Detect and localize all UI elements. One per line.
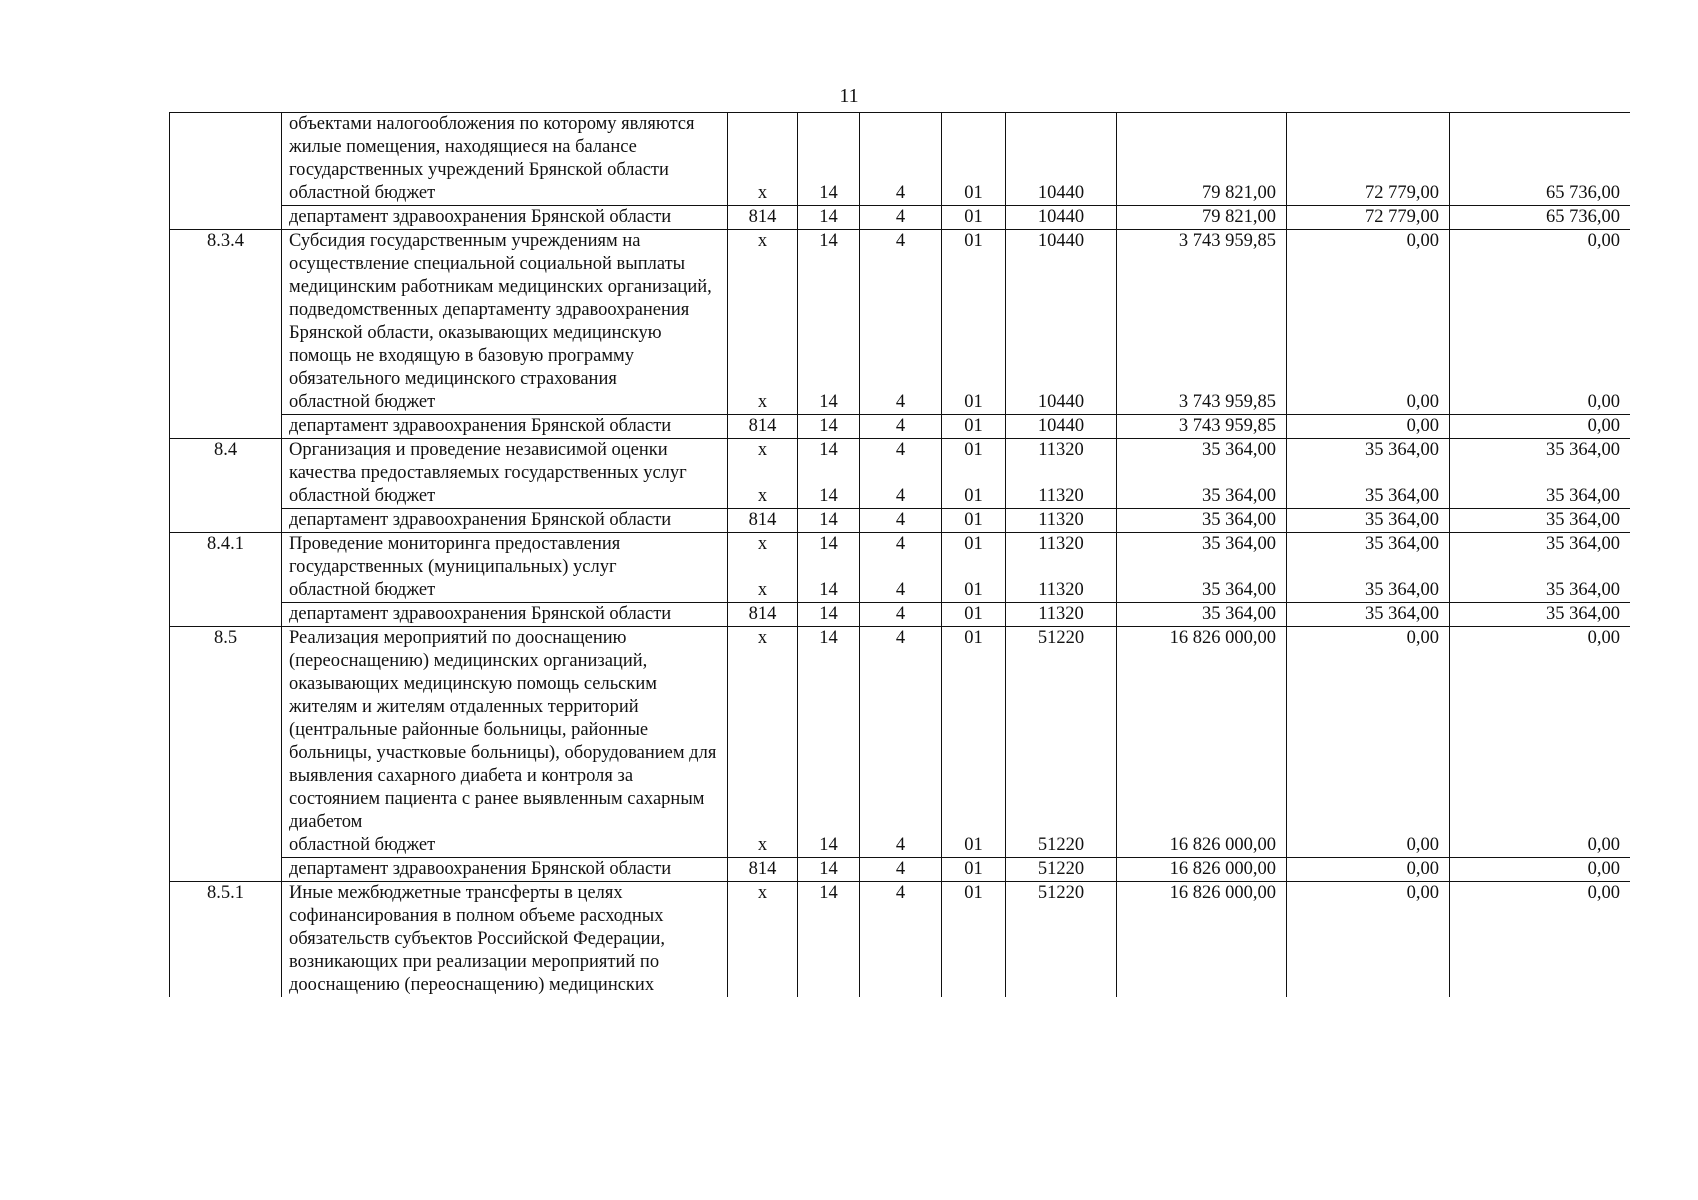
amount-year-2-cell: 35 364,00 [1287, 579, 1450, 603]
amount-year-3-cell: 35 364,00 [1450, 439, 1631, 486]
table-row [170, 182, 1631, 206]
amount-year-2-cell: 0,00 [1287, 834, 1450, 858]
amount-year-2-cell [1287, 113, 1450, 182]
expense-direction-code-cell: 10440 [1006, 230, 1117, 392]
main-measure-code-cell: 01 [942, 230, 1006, 392]
main-measure-code-cell: 01 [942, 485, 1006, 509]
grbs-code-cell: 814 [728, 603, 798, 627]
page-number: 11 [839, 85, 859, 107]
amount-year-3-cell: 65 736,00 [1450, 182, 1631, 206]
amount-year-2-cell: 0,00 [1287, 230, 1450, 392]
main-measure-code-cell: 01 [942, 834, 1006, 858]
row-number-cell [170, 113, 282, 182]
amount-year-2-cell: 35 364,00 [1287, 485, 1450, 509]
amount-year-1-cell: 35 364,00 [1117, 509, 1287, 533]
row-number-cell [170, 391, 282, 415]
table-row [170, 415, 1631, 439]
amount-year-1-cell: 35 364,00 [1117, 533, 1287, 580]
table-row [170, 230, 1631, 392]
main-measure-code-cell: 01 [942, 439, 1006, 486]
program-code-cell: 14 [798, 206, 860, 230]
amount-year-2-cell: 35 364,00 [1287, 533, 1450, 580]
expense-direction-code-cell: 10440 [1006, 415, 1117, 439]
amount-year-1-cell: 3 743 959,85 [1117, 391, 1287, 415]
program-code-cell: 14 [798, 882, 860, 998]
row-number-cell [170, 509, 282, 533]
amount-year-3-cell: 0,00 [1450, 627, 1631, 835]
row-name-cell: областной бюджет [282, 485, 728, 509]
main-measure-code-cell: 01 [942, 858, 1006, 882]
grbs-code-cell: х [728, 439, 798, 486]
amount-year-1-cell: 35 364,00 [1117, 485, 1287, 509]
row-name-cell: областной бюджет [282, 391, 728, 415]
main-measure-code-cell: 01 [942, 415, 1006, 439]
subprogram-code-cell: 4 [860, 182, 942, 206]
program-code-cell: 14 [798, 439, 860, 486]
budget-table-sheet [169, 112, 1630, 1073]
expense-direction-code-cell: 11320 [1006, 439, 1117, 486]
amount-year-2-cell: 35 364,00 [1287, 603, 1450, 627]
main-measure-code-cell: 01 [942, 182, 1006, 206]
grbs-code-cell: 814 [728, 509, 798, 533]
main-measure-code-cell: 01 [942, 627, 1006, 835]
expense-direction-code-cell: 11320 [1006, 485, 1117, 509]
expense-direction-code-cell: 10440 [1006, 391, 1117, 415]
expense-direction-code-cell: 11320 [1006, 509, 1117, 533]
grbs-code-cell [728, 113, 798, 182]
row-number-cell [170, 603, 282, 627]
row-number-cell: 8.5 [170, 627, 282, 835]
expense-direction-code-cell [1006, 113, 1117, 182]
amount-year-2-cell: 0,00 [1287, 391, 1450, 415]
table-row [170, 206, 1631, 230]
row-name-cell: департамент здравоохранения Брянской области [282, 206, 728, 230]
grbs-code-cell: х [728, 579, 798, 603]
program-code-cell: 14 [798, 603, 860, 627]
expense-direction-code-cell: 11320 [1006, 603, 1117, 627]
amount-year-3-cell: 0,00 [1450, 415, 1631, 439]
table-row [170, 882, 1631, 998]
row-number-cell [170, 858, 282, 882]
expense-direction-code-cell: 51220 [1006, 858, 1117, 882]
amount-year-1-cell: 16 826 000,00 [1117, 882, 1287, 998]
expense-direction-code-cell: 11320 [1006, 579, 1117, 603]
grbs-code-cell: 814 [728, 206, 798, 230]
expense-direction-code-cell: 10440 [1006, 182, 1117, 206]
expense-direction-code-cell: 51220 [1006, 882, 1117, 998]
row-number-cell: 8.4.1 [170, 533, 282, 580]
amount-year-3-cell: 0,00 [1450, 230, 1631, 392]
amount-year-2-cell: 0,00 [1287, 858, 1450, 882]
subprogram-code-cell: 4 [860, 627, 942, 835]
main-measure-code-cell: 01 [942, 206, 1006, 230]
grbs-code-cell: х [728, 182, 798, 206]
grbs-code-cell: х [728, 391, 798, 415]
grbs-code-cell: х [728, 834, 798, 858]
program-code-cell: 14 [798, 391, 860, 415]
row-number-cell [170, 206, 282, 230]
grbs-code-cell: 814 [728, 858, 798, 882]
program-code-cell [798, 113, 860, 182]
row-number-cell: 8.5.1 [170, 882, 282, 998]
expense-direction-code-cell: 51220 [1006, 627, 1117, 835]
subprogram-code-cell: 4 [860, 533, 942, 580]
amount-year-3-cell [1450, 113, 1631, 182]
amount-year-1-cell [1117, 113, 1287, 182]
amount-year-1-cell: 16 826 000,00 [1117, 858, 1287, 882]
amount-year-2-cell: 72 779,00 [1287, 206, 1450, 230]
expense-direction-code-cell: 10440 [1006, 206, 1117, 230]
program-code-cell: 14 [798, 627, 860, 835]
program-code-cell: 14 [798, 858, 860, 882]
table-row [170, 533, 1631, 580]
row-name-cell: департамент здравоохранения Брянской области [282, 858, 728, 882]
subprogram-code-cell: 4 [860, 603, 942, 627]
amount-year-3-cell: 0,00 [1450, 858, 1631, 882]
table-row [170, 509, 1631, 533]
row-name-cell: департамент здравоохранения Брянской области [282, 509, 728, 533]
table-body [170, 113, 1631, 997]
main-measure-code-cell: 01 [942, 391, 1006, 415]
subprogram-code-cell: 4 [860, 230, 942, 392]
amount-year-3-cell: 0,00 [1450, 882, 1631, 998]
amount-year-3-cell: 35 364,00 [1450, 603, 1631, 627]
subprogram-code-cell: 4 [860, 882, 942, 998]
amount-year-1-cell: 79 821,00 [1117, 182, 1287, 206]
row-name-cell: областной бюджет [282, 579, 728, 603]
program-code-cell: 14 [798, 230, 860, 392]
amount-year-2-cell: 0,00 [1287, 627, 1450, 835]
subprogram-code-cell: 4 [860, 439, 942, 486]
amount-year-2-cell: 35 364,00 [1287, 509, 1450, 533]
table-row [170, 439, 1631, 486]
subprogram-code-cell: 4 [860, 415, 942, 439]
row-name-cell: Иные межбюджетные трансферты в целях софинансирования в полном объеме расходных обязательств субъектов Российской Федерации, возникающих при реализации мероприятий по дооснащению (переоснащению) медицинских [282, 882, 728, 998]
main-measure-code-cell [942, 113, 1006, 182]
amount-year-3-cell: 35 364,00 [1450, 533, 1631, 580]
row-name-cell: областной бюджет [282, 182, 728, 206]
program-code-cell: 14 [798, 834, 860, 858]
amount-year-3-cell: 65 736,00 [1450, 206, 1631, 230]
table-row [170, 603, 1631, 627]
subprogram-code-cell: 4 [860, 509, 942, 533]
expense-direction-code-cell: 11320 [1006, 533, 1117, 580]
amount-year-1-cell: 35 364,00 [1117, 579, 1287, 603]
row-name-cell: Реализация мероприятий по дооснащению (переоснащению) медицинских организаций, оказывающих медицинскую помощь сельским жителям и жителям отдаленных территорий (центральные районные больницы, районные больницы, участковые больницы), оборудованием для выявления сахарного диабета и контроля за состоянием пациента с ранее выявленным сахарным диабетом [282, 627, 728, 835]
grbs-code-cell: 814 [728, 415, 798, 439]
program-code-cell: 14 [798, 533, 860, 580]
amount-year-3-cell: 35 364,00 [1450, 509, 1631, 533]
program-code-cell: 14 [798, 579, 860, 603]
amount-year-3-cell: 0,00 [1450, 391, 1631, 415]
amount-year-1-cell: 16 826 000,00 [1117, 627, 1287, 835]
row-name-cell: Субсидия государственным учреждениям на осуществление специальной социальной выплаты медицинским работникам медицинских организаций, подведомственных департаменту здравоохранения Брянской области, оказывающих медицинскую помощь не входящую в базовую программу обязательного медицинского страхования [282, 230, 728, 392]
row-name-cell: департамент здравоохранения Брянской области [282, 415, 728, 439]
grbs-code-cell: х [728, 485, 798, 509]
row-number-cell [170, 834, 282, 858]
expense-direction-code-cell: 51220 [1006, 834, 1117, 858]
row-number-cell [170, 415, 282, 439]
program-code-cell: 14 [798, 182, 860, 206]
grbs-code-cell: х [728, 627, 798, 835]
table-row [170, 579, 1631, 603]
row-name-cell: объектами налогообложения по которому являются жилые помещения, находящиеся на балансе государственных учреждений Брянской области [282, 113, 728, 182]
table-row [170, 485, 1631, 509]
row-name-cell: Проведение мониторинга предоставления государственных (муниципальных) услуг [282, 533, 728, 580]
program-code-cell: 14 [798, 509, 860, 533]
subprogram-code-cell: 4 [860, 858, 942, 882]
subprogram-code-cell [860, 113, 942, 182]
program-code-cell: 14 [798, 485, 860, 509]
table-row [170, 627, 1631, 835]
row-number-cell [170, 579, 282, 603]
amount-year-2-cell: 35 364,00 [1287, 439, 1450, 486]
row-name-cell: департамент здравоохранения Брянской области [282, 603, 728, 627]
subprogram-code-cell: 4 [860, 579, 942, 603]
row-number-cell: 8.3.4 [170, 230, 282, 392]
main-measure-code-cell: 01 [942, 579, 1006, 603]
subprogram-code-cell: 4 [860, 391, 942, 415]
amount-year-1-cell: 35 364,00 [1117, 439, 1287, 486]
table-row [170, 834, 1631, 858]
grbs-code-cell: х [728, 533, 798, 580]
amount-year-2-cell: 0,00 [1287, 882, 1450, 998]
amount-year-3-cell: 35 364,00 [1450, 485, 1631, 509]
row-number-cell [170, 485, 282, 509]
table-row [170, 391, 1631, 415]
main-measure-code-cell: 01 [942, 533, 1006, 580]
main-measure-code-cell: 01 [942, 509, 1006, 533]
subprogram-code-cell: 4 [860, 485, 942, 509]
row-name-cell: Организация и проведение независимой оценки качества предоставляемых государственных услуг [282, 439, 728, 486]
amount-year-1-cell: 35 364,00 [1117, 603, 1287, 627]
row-number-cell: 8.4 [170, 439, 282, 486]
amount-year-3-cell: 35 364,00 [1450, 579, 1631, 603]
amount-year-3-cell: 0,00 [1450, 834, 1631, 858]
amount-year-2-cell: 0,00 [1287, 415, 1450, 439]
grbs-code-cell: х [728, 230, 798, 392]
amount-year-1-cell: 3 743 959,85 [1117, 230, 1287, 392]
grbs-code-cell: х [728, 882, 798, 998]
main-measure-code-cell: 01 [942, 603, 1006, 627]
main-measure-code-cell: 01 [942, 882, 1006, 998]
amount-year-1-cell: 3 743 959,85 [1117, 415, 1287, 439]
amount-year-1-cell: 16 826 000,00 [1117, 834, 1287, 858]
budget-table [169, 113, 1630, 997]
subprogram-code-cell: 4 [860, 206, 942, 230]
amount-year-1-cell: 79 821,00 [1117, 206, 1287, 230]
table-row [170, 858, 1631, 882]
subprogram-code-cell: 4 [860, 834, 942, 858]
table-row [170, 113, 1631, 182]
program-code-cell: 14 [798, 415, 860, 439]
row-name-cell: областной бюджет [282, 834, 728, 858]
amount-year-2-cell: 72 779,00 [1287, 182, 1450, 206]
row-number-cell [170, 182, 282, 206]
